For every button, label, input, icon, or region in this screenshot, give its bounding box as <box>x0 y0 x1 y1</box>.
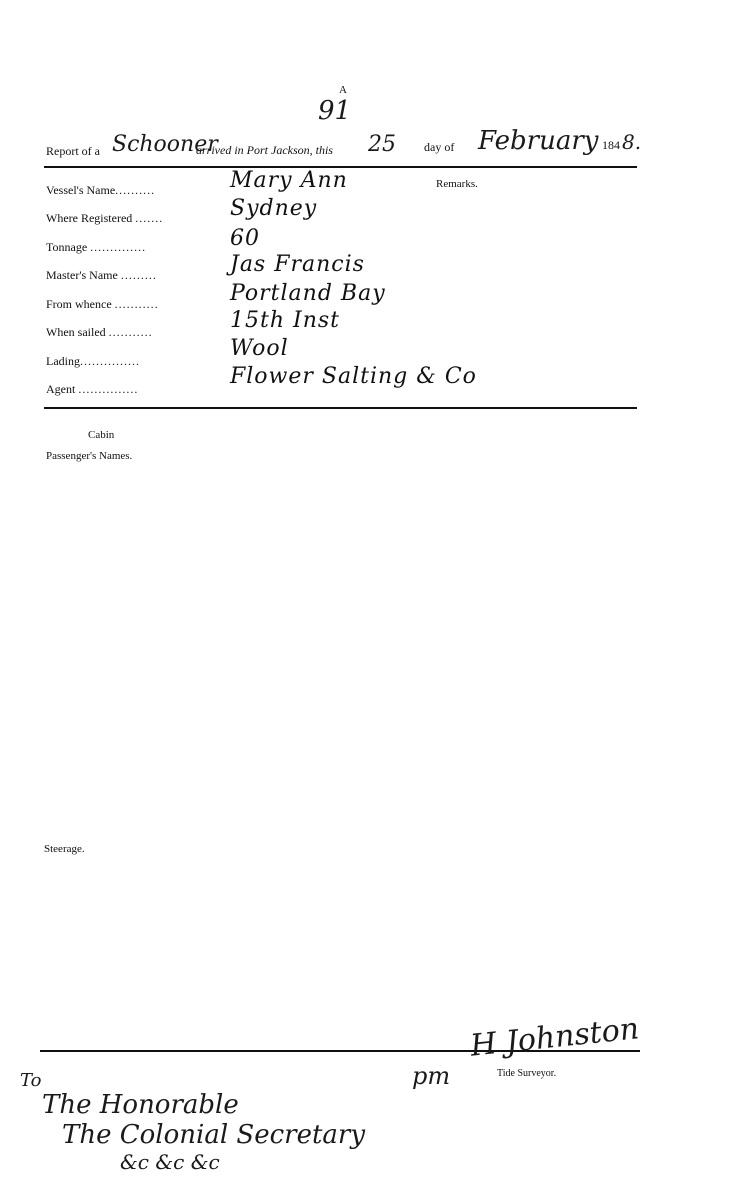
report-prefix: Report of a <box>46 144 100 158</box>
field-label: Lading <box>46 354 80 368</box>
folio-number: 91 <box>318 96 352 126</box>
field-value: Wool <box>230 336 289 361</box>
vessel-type: Schooner <box>112 132 218 157</box>
field-value: Portland Bay <box>230 281 386 306</box>
field-label: Tonnage <box>46 240 88 254</box>
year-prefix: 184 <box>602 138 620 152</box>
field-value: 60 <box>230 226 260 251</box>
field-label: Agent <box>46 382 76 396</box>
field-label: When sailed <box>46 325 106 339</box>
cabin-label: Cabin <box>88 429 115 441</box>
folio-top: A <box>339 84 347 96</box>
field-value: 15th Inst <box>230 308 340 333</box>
field-dots: ........... <box>114 297 159 311</box>
address-line2: The Colonial Secretary <box>62 1120 366 1150</box>
field-label: Master's Name <box>46 268 118 282</box>
day-of-text: day of <box>424 140 455 154</box>
address-line1: The Honorable <box>42 1090 239 1120</box>
field-dots: ............... <box>80 354 140 368</box>
field-dots: ............... <box>78 382 139 396</box>
field-label: From whence <box>46 297 112 311</box>
field-dots: .......... <box>115 183 156 197</box>
field-label: Where Registered <box>46 211 133 225</box>
signature-title: Tide Surveyor. <box>497 1068 557 1079</box>
passengers-label: Passenger's Names. <box>46 450 133 462</box>
field-dots: ......... <box>120 268 157 282</box>
address-to: To <box>20 1070 42 1091</box>
signature-name: H Johnston <box>468 1011 641 1064</box>
field-value: Flower Salting & Co <box>230 364 477 389</box>
month: February <box>478 126 599 156</box>
field-dots: ........... <box>108 325 153 339</box>
remarks-label: Remarks. <box>436 178 478 190</box>
fields-bottom-rule <box>44 407 637 409</box>
field-value: Mary Ann <box>230 168 348 193</box>
field-label: Vessel's Name <box>46 183 116 197</box>
day-number: 25 <box>368 132 396 157</box>
steerage-label: Steerage. <box>44 843 85 855</box>
year-suffix: 8. <box>622 130 642 154</box>
field-value: Sydney <box>230 196 318 221</box>
signature-per: pm <box>412 1062 451 1090</box>
field-value: Jas Francis <box>230 252 365 277</box>
address-line3: &c &c &c <box>120 1150 220 1174</box>
arrived-text: arrived in Port Jackson, this <box>196 143 333 157</box>
field-dots: .............. <box>90 240 147 254</box>
field-dots: ....... <box>135 211 164 225</box>
